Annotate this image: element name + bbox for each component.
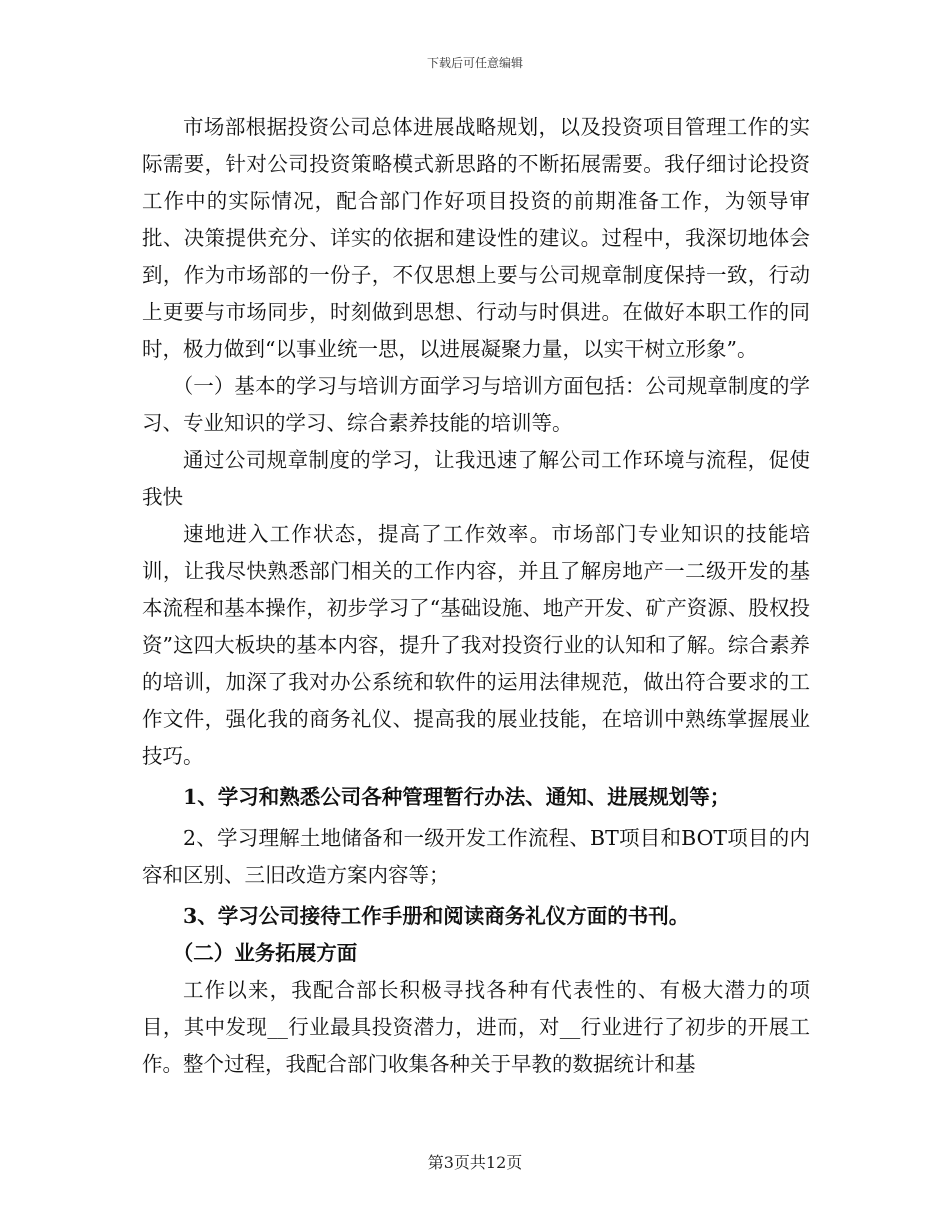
list-item-2: 2、学习理解土地储备和一级开发工作流程、BT项目和BOT项目的内容和区别、三旧改造方案内容等； <box>142 826 810 887</box>
header-note: 下载后可任意编辑 <box>426 56 523 70</box>
paragraph-intro: 市场部根据投资公司总体进展战略规划，以及投资项目管理工作的实际需要，针对公司投资策略模式新思路的不断拓展需要。我仔细讨论投资工作中的实际情况，配合部门作好项目投资的前期准备工作，为领导审批、决策提供充分、详实的依据和建设性的建议。过程中，我深切地体会到，作为市场部的一份子，不仅思想上要与公司规章制度保持一致，行动上更要与市场同步，时刻做到思想、行动与时俱进。在做好本职工作的同时，极力做到“以事业统一思，以进展凝聚力量，以实干树立形象”。 <box>142 115 810 361</box>
list-item-3: 3、学习公司接待工作手册和阅读商务礼仪方面的书刊。 <box>183 904 690 928</box>
list-item-1: 1、学习和熟悉公司各种管理暂行办法、通知、进展规划等； <box>183 785 731 809</box>
document-body <box>142 109 810 1083</box>
paragraph-section-one: （一）基本的学习与培训方面学习与培训方面包括：公司规章制度的学习、专业知识的学习、综合素养技能的培训等。 <box>142 374 810 435</box>
section-heading-business: （二）业务拓展方面 <box>172 941 358 965</box>
paragraph-study-continued: 速地进入工作状态，提高了工作效率。市场部门专业知识的技能培训，让我尽快熟悉部门相关的工作内容，并且了解房地产一二级开发的基本流程和基本操作，初步学习了“基础设施、地产开发、矿产资源、股权投资”这四大板块的基本内容，提升了我对投资行业的认知和了解。综合素养的培训，加深了我对办公系统和软件的运用法律规范，做出符合要求的工作文件，强化我的商务礼仪、提高我的展业技能，在培训中熟练掌握展业技巧。 <box>142 522 810 768</box>
paragraph-study-rules: 通过公司规章制度的学习，让我迅速了解公司工作环境与流程，促使我快 <box>142 448 810 509</box>
paragraph-business: 工作以来，我配合部长积极寻找各种有代表性的、有极大潜力的项目，其中发现__行业最具投资潜力，进而，对__行业进行了初步的开展工作。整个过程，我配合部门收集各种关于早教的数据统计和基 <box>142 978 810 1076</box>
page-number: 第3页共12页 <box>427 1153 523 1172</box>
